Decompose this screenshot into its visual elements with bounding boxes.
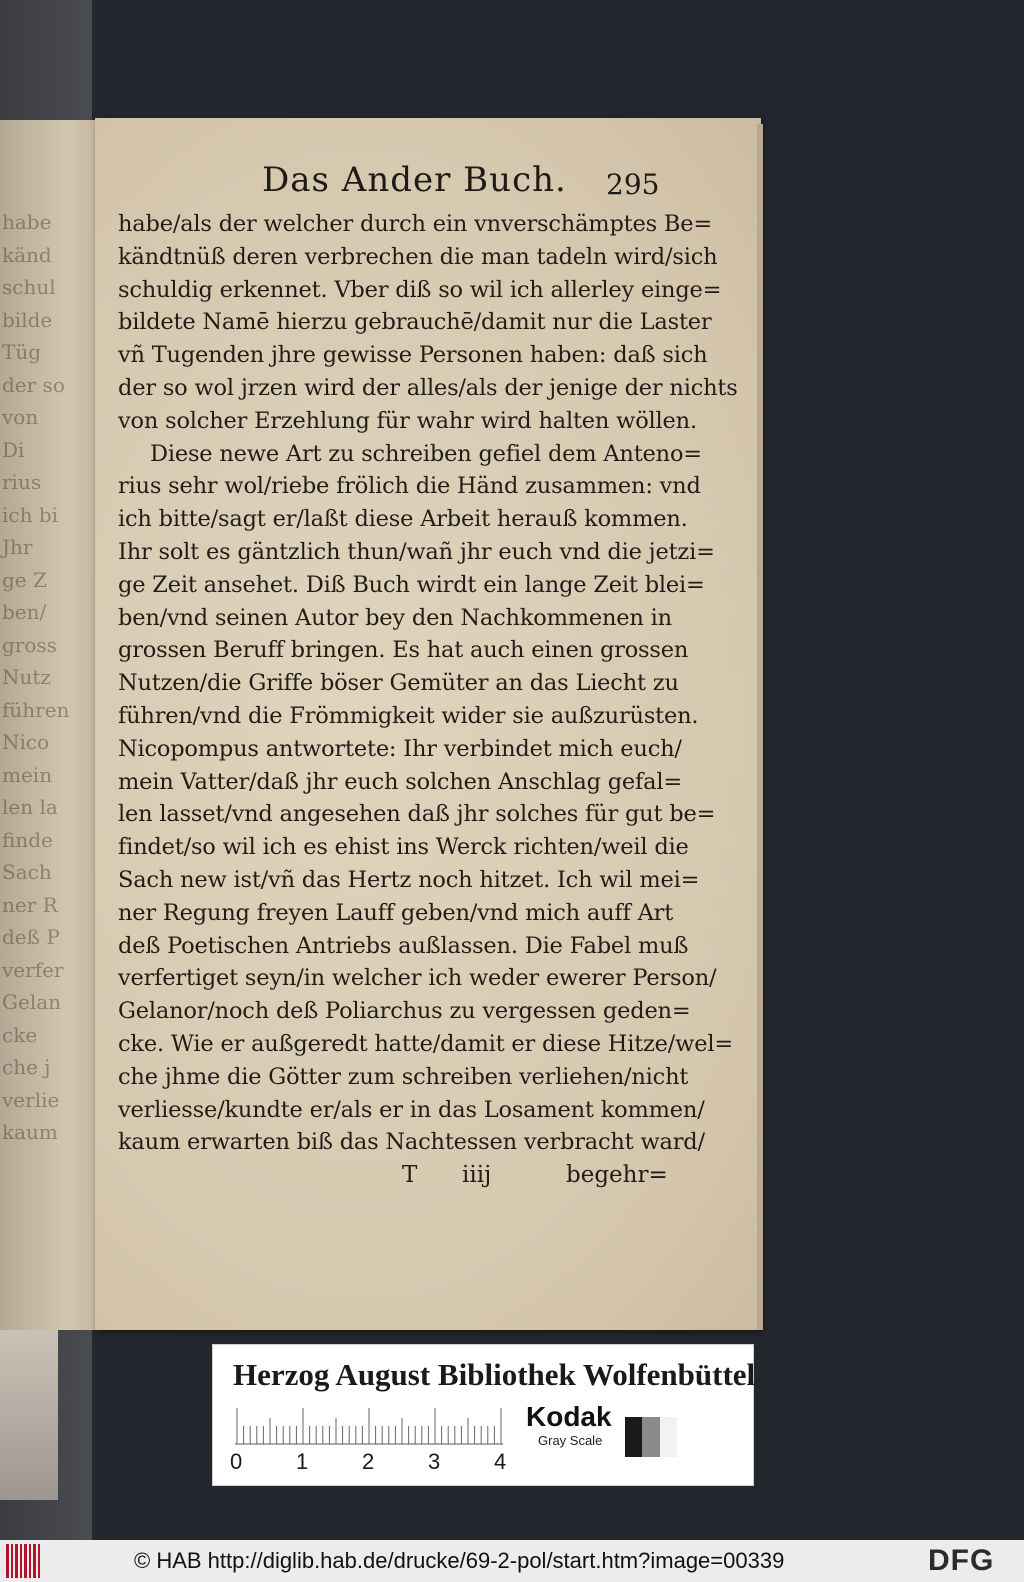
text-line: findet/so wil ich es ehist ins Werck richten/weil die bbox=[118, 834, 689, 861]
text-line: deß Poetischen Antriebs außlassen. Die Fabel muß bbox=[118, 932, 689, 959]
facing-page-text: finde bbox=[2, 827, 53, 852]
signature-leaf: iiij bbox=[462, 1162, 492, 1188]
facing-page-text: von bbox=[2, 405, 39, 429]
text-line: Nicopompus antwortete: Ihr verbindet mich euch/ bbox=[118, 735, 682, 762]
facing-page-text: kaum bbox=[2, 1120, 58, 1144]
text-line: ich bitte/sagt er/laßt diese Arbeit herauß kommen. bbox=[118, 506, 688, 533]
text-line: bildete Namē hierzu gebrauchē/damit nur die Laster bbox=[118, 309, 712, 336]
facing-page-text: len la bbox=[2, 795, 58, 819]
text-line: che jhme die Götter zum schreiben verliehen/nicht bbox=[118, 1063, 689, 1090]
facing-page-text: deß P bbox=[2, 925, 60, 949]
page-number: 295 bbox=[606, 168, 660, 201]
gray-scale-patches bbox=[625, 1417, 677, 1457]
ruler-number: 2 bbox=[362, 1449, 375, 1474]
facing-page-edge bbox=[0, 120, 96, 1330]
text-block bbox=[118, 208, 738, 1159]
facing-page-text: habe bbox=[2, 210, 52, 234]
gray-scale-label: Gray Scale bbox=[538, 1433, 603, 1448]
ruler-number: 4 bbox=[494, 1449, 507, 1474]
facing-page-text: mein bbox=[2, 762, 53, 787]
text-line: kändtnüß deren verbrechen die man tadeln wird/sich bbox=[118, 243, 718, 270]
text-line: der so wol jrzen wird der alles/als der jenige der nichts bbox=[118, 374, 738, 401]
facing-page-text: ge Z bbox=[2, 567, 47, 592]
facing-page-text: Gelan bbox=[2, 990, 62, 1014]
text-line: Sach new ist/vñ das Hertz noch hitzet. Ich wil mei= bbox=[118, 866, 700, 893]
facing-page-text: Sach bbox=[2, 860, 52, 884]
text-line: grossen Beruff bringen. Es hat auch einen grossen bbox=[118, 637, 689, 664]
text-line: Diese newe Art zu schreiben gefiel dem Anteno= bbox=[150, 440, 702, 467]
text-line: rius sehr wol/riebe frölich die Händ zusammen: vnd bbox=[118, 473, 701, 500]
text-line: Ihr solt es gäntzlich thun/wañ jhr euch vnd die jetzi= bbox=[118, 538, 715, 565]
institution-name: Herzog August Bibliothek Wolfenbüttel bbox=[233, 1357, 756, 1392]
hab-logo-icon bbox=[6, 1544, 48, 1578]
ruler-number: 3 bbox=[428, 1449, 441, 1474]
facing-page-text: cke bbox=[2, 1022, 38, 1047]
facing-page-text: gross bbox=[2, 632, 57, 657]
signature-mark: T bbox=[402, 1162, 418, 1188]
facing-page-text: Tüg bbox=[2, 340, 42, 364]
text-line: kaum erwarten biß das Nachtessen verbracht ward/ bbox=[118, 1129, 705, 1156]
facing-page-text: ner R bbox=[2, 892, 58, 917]
ruler-number: 0 bbox=[230, 1449, 243, 1474]
text-line: ben/vnd seinen Autor bey den Nachkommenen in bbox=[118, 604, 672, 631]
kodak-logo: Kodak bbox=[526, 1401, 612, 1432]
text-line: mein Vatter/daß jhr euch solchen Anschlag gefal= bbox=[118, 768, 683, 795]
text-line: verliesse/kundte er/als er in das Losament kommen/ bbox=[118, 1096, 705, 1123]
catchword: begehr= bbox=[566, 1162, 668, 1188]
facing-page-text: che j bbox=[2, 1055, 51, 1079]
facing-page-text: rius bbox=[2, 470, 42, 494]
facing-page-text: bilde bbox=[2, 307, 53, 332]
color-calibration-card bbox=[212, 1344, 754, 1486]
facing-page-text: Di bbox=[2, 437, 25, 462]
text-line: Nutzen/die Griffe böser Gemüter an das Liecht zu bbox=[118, 670, 679, 697]
text-line: verfertiget seyn/in welcher ich weder ewerer Person/ bbox=[118, 965, 717, 992]
text-line: len lasset/vnd angesehen daß jhr solches für gut be= bbox=[118, 801, 716, 828]
text-line: schuldig erkennet. Vber diß so wil ich allerley einge= bbox=[118, 276, 722, 303]
text-line: führen/vnd die Frömmigkeit wider sie außzurüsten. bbox=[118, 702, 699, 729]
page-edge-shadow bbox=[757, 124, 763, 1330]
text-line: ge Zeit ansehet. Diß Buch wirdt ein lange Zeit blei= bbox=[118, 571, 705, 598]
ruler-scale bbox=[235, 1407, 503, 1445]
running-head: Das Ander Buch. bbox=[262, 160, 567, 200]
facing-page-text: verlie bbox=[2, 1087, 60, 1112]
facing-page-text: känd bbox=[2, 242, 52, 267]
text-line: vñ Tugenden jhre gewisse Personen haben: daß sich bbox=[118, 342, 708, 369]
facing-page-underside bbox=[0, 1330, 58, 1500]
copyright-url[interactable]: © HAB http://diglib.hab.de/drucke/69-2-pol/start.htm?image=00339 bbox=[134, 1548, 785, 1573]
facing-page-text: ich bi bbox=[2, 502, 59, 527]
dfg-logo: DFG bbox=[928, 1544, 995, 1577]
footer-bar bbox=[0, 1540, 1024, 1582]
text-line: habe/als der welcher durch ein vnverschämptes Be= bbox=[118, 211, 713, 237]
facing-page-text: ben/ bbox=[2, 600, 47, 624]
facing-page-text: der so bbox=[2, 372, 65, 397]
facing-page-text: verfer bbox=[2, 957, 64, 982]
text-line: von solcher Erzehlung für wahr wird halten wöllen. bbox=[118, 407, 697, 434]
ruler-number: 1 bbox=[296, 1449, 309, 1474]
facing-page-text: schul bbox=[2, 275, 56, 299]
text-line: ner Regung freyen Lauff geben/vnd mich auff Art bbox=[118, 899, 674, 926]
facing-page-text: führen bbox=[2, 697, 70, 722]
facing-page-text: Nico bbox=[2, 730, 50, 754]
text-line: cke. Wie er außgeredt hatte/damit er diese Hitze/wel= bbox=[118, 1030, 734, 1057]
facing-page-text: Nutz bbox=[2, 665, 51, 689]
facing-page-text: Jhr bbox=[2, 535, 33, 559]
text-line: Gelanor/noch deß Poliarchus zu vergessen geden= bbox=[118, 998, 691, 1025]
